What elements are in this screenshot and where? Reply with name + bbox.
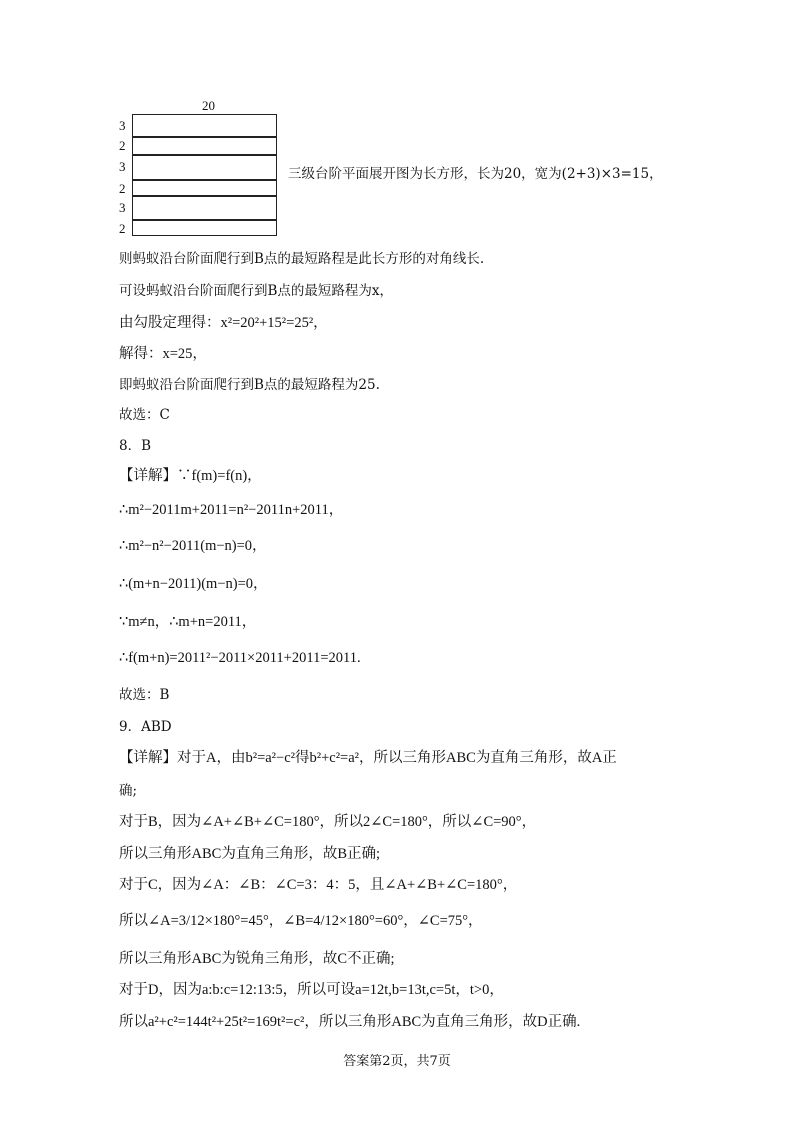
solution-line: 由勾股定理得：x²=20²+15²=25²， (119, 315, 328, 331)
step-height-label: 3 (119, 159, 126, 174)
solution-line: 对于C，因为∠A：∠B：∠C=3：4：5，且∠A+∠B+∠C=180°， (119, 877, 518, 893)
step-rect (132, 180, 277, 196)
solution-line: ∴m²−2011m+2011=n²−2011n+2011， (119, 502, 344, 518)
step-rect (132, 114, 277, 137)
solution-line: 即蚂蚁沿台阶面爬行到B点的最短路程为25. (119, 377, 380, 393)
step-rect (132, 220, 277, 236)
solution-line: 解得：x=25， (119, 346, 207, 362)
step-height-label: 2 (119, 221, 126, 236)
solution-line: 所以三角形ABC为直角三角形，故B正确; (119, 846, 381, 862)
solution-line: 对于B，因为∠A+∠B+∠C=180°，所以2∠C=180°，所以∠C=90°， (119, 814, 537, 830)
solution-line: 所以三角形ABC为锐角三角形，故C不正确; (119, 951, 395, 967)
answer-line: 故选：C (119, 407, 170, 423)
solution-line: ∴(m+n−2011)(m−n)=0， (119, 576, 268, 592)
solution-line: 【详解】∵f(m)=f(n)， (119, 468, 262, 484)
step-height-label: 2 (119, 181, 126, 196)
solution-line: ∴m²−n²−2011(m−n)=0， (119, 538, 267, 554)
step-height-label: 3 (119, 200, 126, 215)
solution-line: ∵m≠n，∴m+n=2011， (119, 614, 257, 630)
figure-length-label: 20 (202, 98, 215, 113)
solution-line: 则蚂蚁沿台阶面爬行到B点的最短路程是此长方形的对角线长. (119, 251, 485, 267)
step-height-label: 3 (119, 118, 126, 133)
step-rect (132, 155, 277, 180)
solution-line: 所以∠A=3/12×180°=45°，∠B=4/12×180°=60°，∠C=75°， (119, 913, 483, 929)
solution-line: 确; (119, 783, 138, 799)
solution-line: 所以a²+c²=144t²+25t²=169t²=c²，所以三角形ABC为直角三角形，故D正确. (119, 1014, 581, 1030)
solution-line: 对于D，因为a:b:c=12:13:5，所以可设a=12t,b=13t,c=5t，t>0， (119, 982, 504, 998)
step-height-label: 2 (119, 138, 126, 153)
solution-line: 【详解】对于A，由b²=a²−c²得b²+c²=a²，所以三角形ABC为直角三角形，故A正 (119, 750, 617, 766)
solution-line: 可设蚂蚁沿台阶面爬行到B点的最短路程为x， (119, 283, 394, 299)
staircase-figure (119, 96, 299, 238)
page-footer: 答案第2页，共7页 (343, 1054, 451, 1069)
question-number: 9．ABD (119, 719, 172, 735)
step-rect (132, 137, 277, 155)
solution-line: ∴f(m+n)=2011²−2011×2011+2011=2011. (119, 650, 361, 666)
step-rect (132, 196, 277, 220)
figure-caption: 三级台阶平面展开图为长方形，长为20，宽为(2+3)×3=15， (288, 166, 663, 182)
question-number: 8．B (119, 438, 152, 454)
answer-line: 故选：B (119, 687, 170, 703)
